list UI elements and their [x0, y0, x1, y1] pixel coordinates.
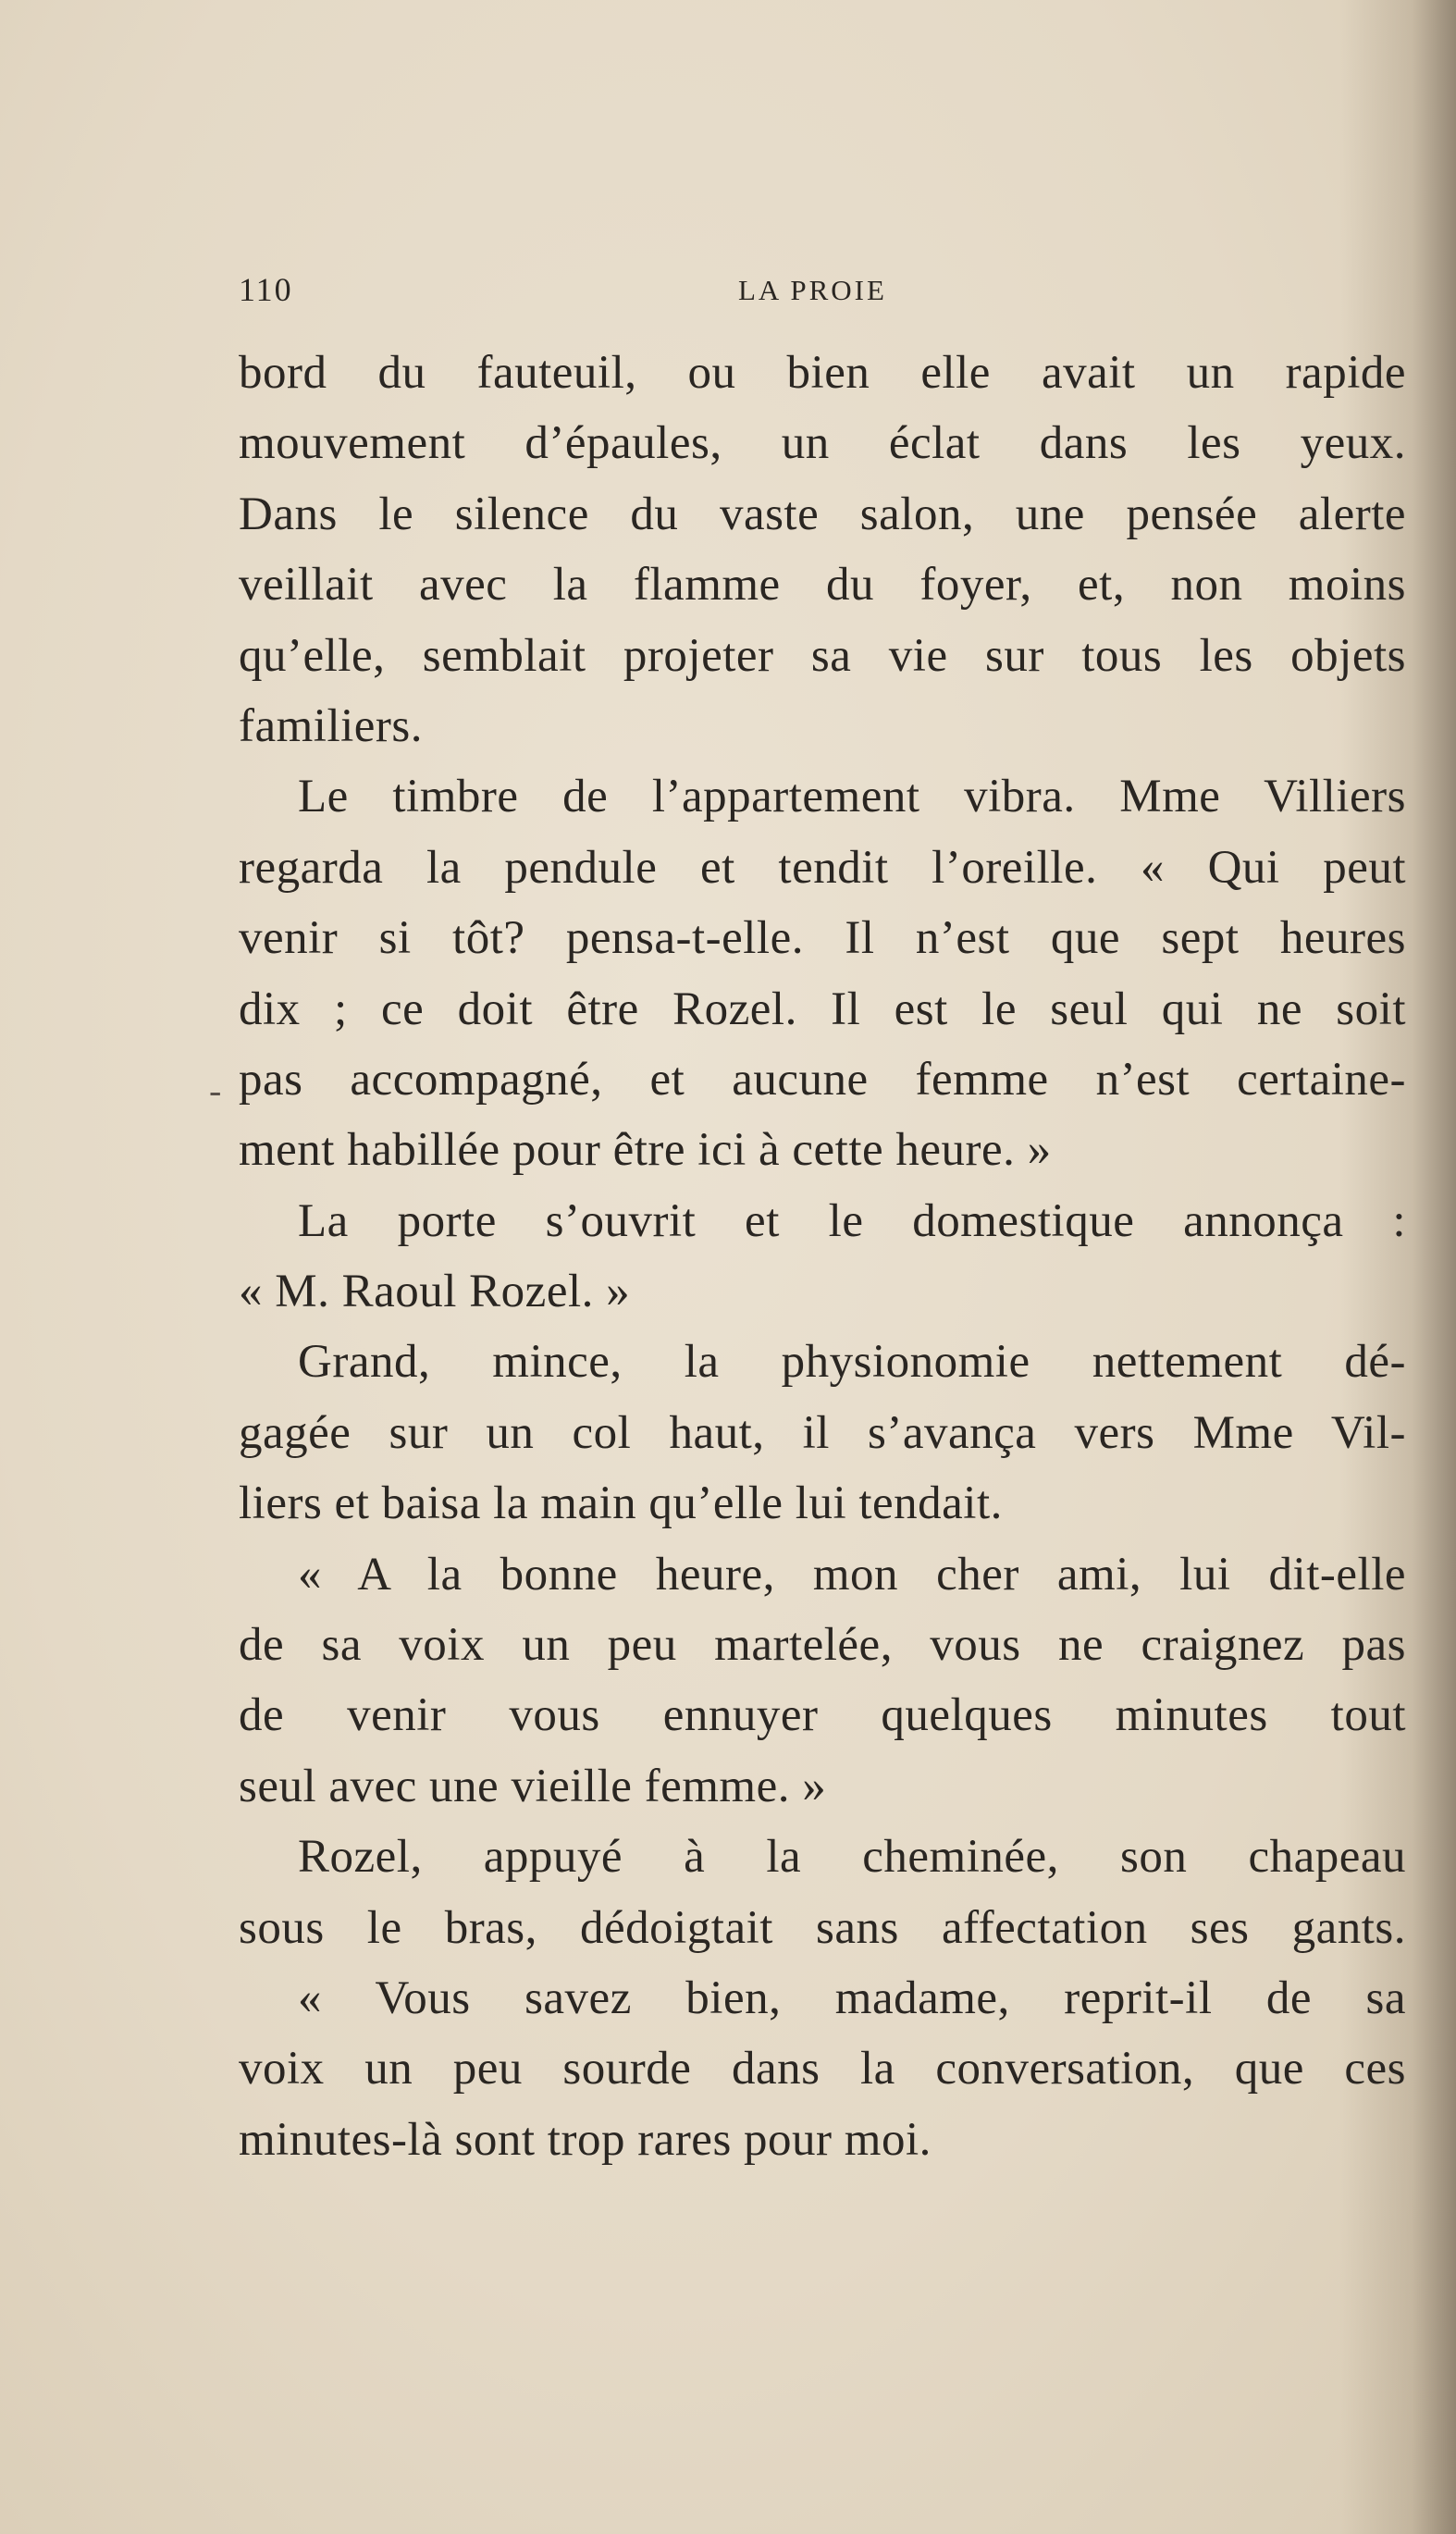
text-line: Rozel, appuyé à la cheminée, son chapeau — [298, 1831, 1406, 1884]
text-line: sous le bras, dédoigtait sans affectation ses gants. — [239, 1901, 1406, 1954]
text-line: pas accompagné, et aucune femme n’est certaine- — [239, 1053, 1406, 1106]
body-text — [239, 338, 1406, 2175]
running-title: LA PROIE — [738, 274, 887, 306]
text-line: liers et baisa la main qu’elle lui tendait. — [239, 1477, 1003, 1530]
text-line: minutes-là sont trop rares pour moi. — [239, 2113, 932, 2166]
text-line: de sa voix un peu martelée, vous ne craignez pas — [239, 1619, 1406, 1672]
text-line: voix un peu sourde dans la conversation, que ces — [239, 2043, 1406, 2095]
text-line: qu’elle, semblait projeter sa vie sur tous les objets — [239, 629, 1406, 682]
text-line: mouvement d’épaules, un éclat dans les yeux. — [239, 417, 1406, 470]
text-line: « A la bonne heure, mon cher ami, lui dit-elle — [298, 1548, 1406, 1601]
text-line: dix ; ce doit être Rozel. Il est le seul qui ne soit — [239, 983, 1406, 1035]
page-header — [239, 270, 1406, 316]
text-line: bord du fauteuil, ou bien elle avait un rapide — [239, 347, 1406, 399]
text-line: familiers. — [239, 699, 424, 752]
text-line: « Vous savez bien, madame, reprit-il de sa — [298, 1972, 1406, 2024]
text-line: veillait avec la flamme du foyer, et, non moins — [239, 559, 1406, 612]
text-line: La porte s’ouvrit et le domestique annonça : — [298, 1194, 1406, 1247]
text-line: seul avec une vieille femme. » — [239, 1760, 827, 1812]
text-line: « M. Raoul Rozel. » — [239, 1266, 631, 1318]
text-line: de venir vous ennuyer quelques minutes tout — [239, 1689, 1406, 1742]
text-line: Le timbre de l’appartement vibra. Mme Villiers — [298, 771, 1406, 823]
page-number: 110 — [239, 271, 293, 308]
text-line: ment habillée pour être ici à cette heure. » — [239, 1124, 1052, 1177]
margin-mark: - — [209, 1069, 222, 1111]
text-line: gagée sur un col haut, il s’avança vers Mme Vil- — [239, 1406, 1406, 1459]
text-line: Grand, mince, la physionomie nettement dé- — [298, 1336, 1406, 1389]
text-line: Dans le silence du vaste salon, une pensée alerte — [239, 488, 1406, 540]
text-line: venir si tôt? pensa-t-elle. Il n’est que sept heures — [239, 912, 1406, 965]
text-line: regarda la pendule et tendit l’oreille. « Qui peut — [239, 841, 1406, 894]
